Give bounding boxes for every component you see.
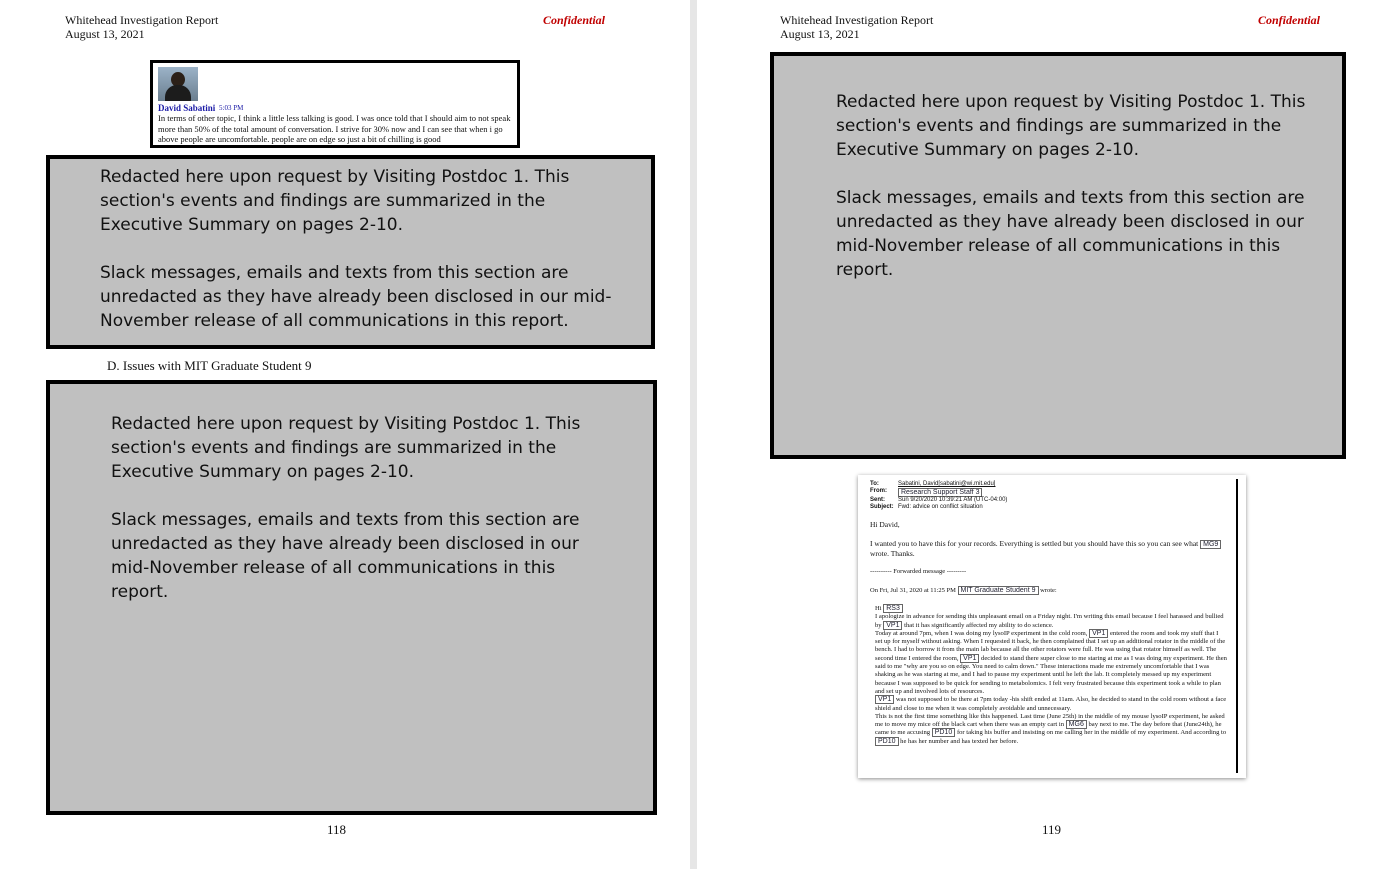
- confidential-label: Confidential: [543, 13, 606, 27]
- forward-attribution: [870, 586, 1057, 595]
- report-title: Whitehead Investigation Report: [65, 13, 219, 27]
- email-text: This is not the first time something like this happened. Last time (June 25th) in the middle of my mouse lysoIP experiment, he asked me to move my mice off the black cart when there was an empty cart in: [875, 712, 1225, 729]
- redaction-tag: VP1: [883, 621, 902, 630]
- confidential-label: Confidential: [1258, 13, 1321, 27]
- report-title: Whitehead Investigation Report: [780, 13, 934, 27]
- redaction-box: [770, 52, 1346, 459]
- slack-sender-name: David Sabatini: [158, 103, 216, 113]
- email-text: wrote:: [1040, 587, 1057, 594]
- email-body: [875, 605, 1227, 746]
- from-label: From:: [870, 488, 887, 494]
- email-text: I apologize in advance for sending this unpleasant email on a Friday night. I'm writing this email because I feel harassed and bullied by: [875, 613, 1224, 629]
- email-text: he has her number and has texted her before.: [900, 737, 1019, 745]
- redaction-para-2: Slack messages, emails and texts from this section are unredacted as they have already been disclosed in our mid-November release of all communications in this report.: [100, 263, 612, 331]
- redaction-para-2: Slack messages, emails and texts from this section are unredacted as they have already been disclosed in our mid-November release of all communications in this report.: [836, 188, 1305, 280]
- report-date: August 13, 2021: [65, 27, 145, 41]
- redaction-box: [46, 380, 657, 815]
- email-text: wrote. Thanks.: [870, 549, 915, 559]
- email-text: that it has significantly affected my ability to do science.: [904, 621, 1054, 629]
- page-number: 118: [327, 822, 347, 837]
- email-screenshot: [858, 475, 1246, 778]
- redaction-tag: MIT Graduate Student 9: [958, 586, 1039, 595]
- page-header: [65, 13, 218, 41]
- redaction-tag: VP1: [1089, 629, 1108, 638]
- email-from: Research Support Staff 3: [898, 488, 982, 497]
- subject-label: Subject:: [870, 504, 894, 510]
- email-line: [870, 539, 1230, 559]
- redaction-para-1: Redacted here upon request by Visiting Postdoc 1. This section's events and findings are summarized in the Executive Summary on pages 2-10.: [100, 167, 570, 235]
- redaction-tag: MG9: [1200, 540, 1221, 549]
- email-text: Hi: [875, 605, 882, 612]
- divider: [1236, 479, 1238, 773]
- page-number: 119: [1042, 822, 1062, 837]
- email-text: was not supposed to be there at 7pm today -his shift ended at 11am. Also, he decided to stand in the cold room without a face shield and close to me when it was completely avoidable and unnecessary.: [875, 696, 1227, 712]
- redaction-tag: MG6: [1066, 720, 1087, 729]
- redaction-tag: PD10: [875, 737, 899, 746]
- sent-label: Sent:: [870, 497, 885, 503]
- redaction-tag: VP1: [875, 695, 894, 704]
- to-label: To:: [870, 481, 879, 487]
- slack-timestamp: 5:03 PM: [219, 104, 244, 112]
- section-title: D. Issues with MIT Graduate Student 9: [107, 358, 312, 373]
- page-header: [780, 13, 933, 41]
- email-text: bay next to me. The day before that (June24th), he came to me accusing: [875, 721, 1222, 737]
- email-text: Today at around 7pm, when I was doing my lysoIP experiment in the cold room,: [875, 629, 1088, 637]
- email-text: entered the room and took my stuff that I set up for myself without asking. When I requested it back, he then complained that I set up an additional rotator in the middle of the bench. I had to borrow it from the main lab because all the other rotators were full. He was using that rotator himself as well. The second time I entered the room,: [875, 629, 1226, 662]
- redaction-tag: PD10: [932, 728, 956, 737]
- redaction-para-1: Redacted here upon request by Visiting Postdoc 1. This section's events and findings are summarized in the Executive Summary on pages 2-10.: [111, 414, 581, 482]
- email-text: I wanted you to have this for your records. Everything is settled but you should have this so you can see what: [870, 539, 1199, 548]
- email-headers: [870, 481, 1007, 511]
- email-greeting: Hi David,: [870, 520, 900, 529]
- report-date: August 13, 2021: [780, 27, 860, 41]
- slack-message-text: In terms of other topic, I think a little less talking is good. I was once told that I should aim to not speak more than 50% of the total amount of conversation. I strive for 30% now and I can see that when i go above people are uncomfortable. people are on edge so just a bit of chilling is good: [158, 113, 511, 144]
- email-subject: Fwd: advice on conflict situation: [898, 504, 983, 510]
- email-text: for taking his buffer and insisting on me calling her in the middle of my experiment. And according to: [956, 729, 1227, 737]
- forwarded-marker: ---------- Forwarded message ---------: [870, 568, 967, 575]
- avatar: [158, 67, 198, 101]
- email-text: On Fri, Jul 31, 2020 at 11:25 PM: [870, 587, 956, 594]
- redaction-para-2: Slack messages, emails and texts from this section are unredacted as they have already been disclosed in our mid-November release of all communications in this report.: [111, 510, 580, 602]
- redaction-box: [46, 155, 655, 349]
- page-gutter: [690, 0, 697, 869]
- redaction-tag: VP1: [960, 654, 979, 663]
- redaction-para-1: Redacted here upon request by Visiting Postdoc 1. This section's events and findings are summarized in the Executive Summary on pages 2-10.: [836, 92, 1306, 160]
- slack-message-screenshot: [150, 60, 520, 148]
- email-text: decided to stand there super close to me staring at me as I was doing my experiment. He then said to me "why are you so on edge. You need to calm down." These interactions made me extremely uncomfortable that I was shaking as he was staring at me, and I had to pause my experiment until he left the lab. It completely messed up my experiment because I was supposed to be quick for sending to metabolomics. I felt very frustrated because this experiment took a while to plan and set up and involved lots of resources.: [875, 654, 1227, 695]
- page-118: [0, 0, 690, 869]
- email-to: Sabatini, David[sabatini@wi.mit.edu]: [898, 481, 996, 487]
- redaction-tag: RS3: [883, 604, 903, 613]
- email-sent: Sun 9/20/2020 10:39:21 AM (UTC-04:00): [898, 497, 1008, 503]
